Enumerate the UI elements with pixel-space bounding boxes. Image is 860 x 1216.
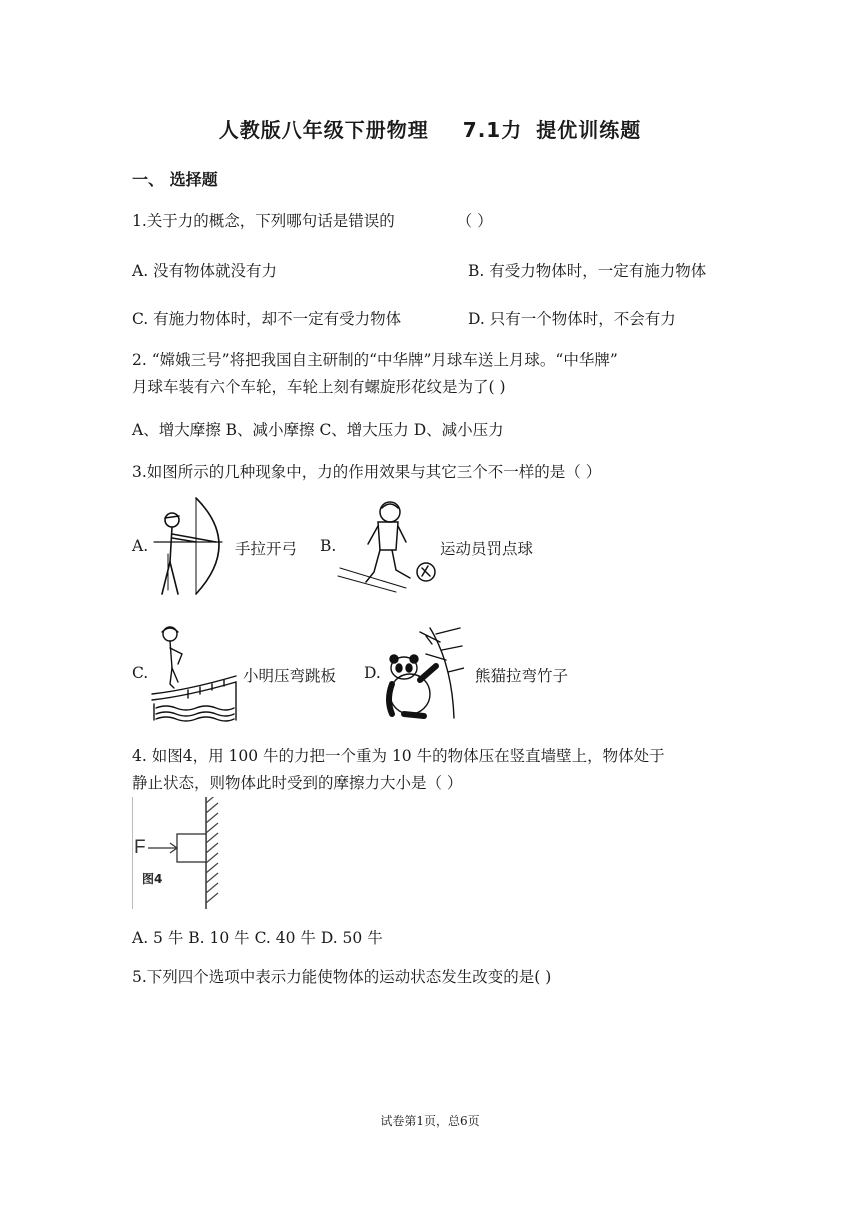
page-title [0,114,860,143]
title-part2: 7.1力 [462,118,523,142]
title-part3: 提优训练题 [536,118,642,142]
q4-line2: 静止状态，则物体此时受到的摩擦力大小是（ ） [132,774,463,792]
q1-blank: （ ） [456,212,493,230]
panda-bamboo-image [380,624,464,722]
diving-board-image [148,624,238,722]
figure-4 [132,797,222,909]
page-footer: 试卷第1页，总6页 [380,1114,480,1128]
q3-option-c-text: 小明压弯跳板 [243,667,337,685]
q3-option-d-text: 熊猫拉弯竹子 [475,667,569,685]
q1-stem-text: 1.关于力的概念，下列哪句话是错误的 [132,212,395,230]
q1-option-a: A. 没有物体就没有力 [132,262,278,280]
footballer-image [336,498,440,594]
q3-option-c-letter: C. [132,664,149,682]
q2-line1: 2. “嫦娥三号”将把我国自主研制的“中华牌”月球车送上月球。“中华牌” [132,351,618,369]
q3-stem: 3.如图所示的几种现象中，力的作用效果与其它三个不一样的是（ ） [132,463,602,481]
q1-option-d: D. 只有一个物体时，不会有力 [468,310,676,328]
title-part1: 人教版八年级下册物理 [218,118,429,142]
q1-option-b: B. 有受力物体时，一定有施力物体 [468,262,707,280]
q5-stem: 5.下列四个选项中表示力能使物体的运动状态发生改变的是( ) [132,968,552,986]
q3-option-b-letter: B. [320,537,337,555]
force-label: F [134,837,146,858]
q1-option-c: C. 有施力物体时，却不一定有受力物体 [132,310,402,328]
q3-option-a-letter: A. [132,537,149,555]
q4-line1: 4. 如图4，用 100 牛的力把一个重为 10 牛的物体压在竖直墙壁上，物体处于 [132,747,665,765]
figure-4-caption: 图4 [142,872,163,886]
q2-line2: 月球车装有六个车轮，车轮上刻有螺旋形花纹是为了( ) [132,378,506,396]
q2-options: A、增大摩擦 B、减小摩擦 C、增大压力 D、减小压力 [132,421,504,439]
section-heading: 一、 选择题 [132,170,218,189]
q3-option-b-text: 运动员罚点球 [440,540,534,558]
archer-image [146,494,228,598]
q4-options: A. 5 牛 B. 10 牛 C. 40 牛 D. 50 牛 [132,929,383,947]
q3-option-a-text: 手拉开弓 [235,540,298,558]
q3-option-d-letter: D. [364,664,381,682]
q1-stem [132,208,493,234]
